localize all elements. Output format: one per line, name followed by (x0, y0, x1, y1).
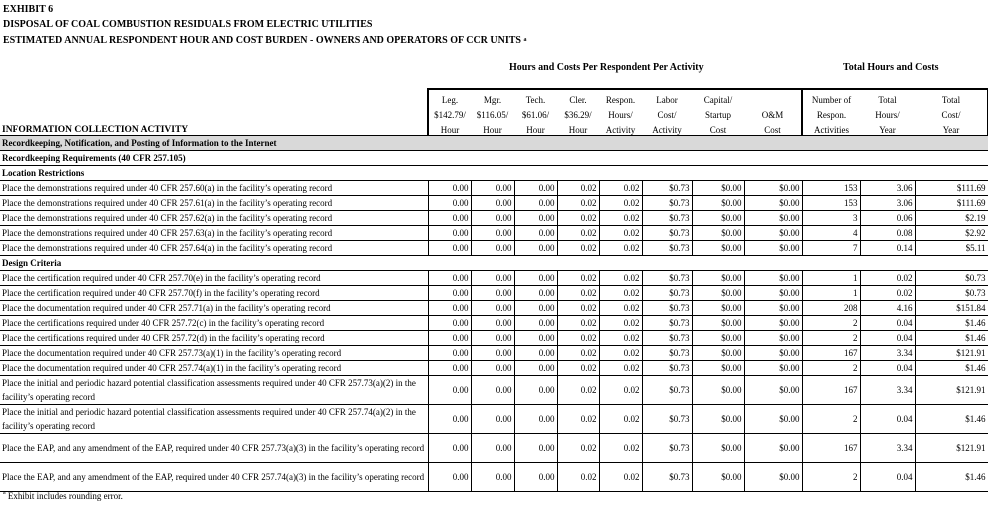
value-cell: 0.02 (860, 271, 915, 286)
value-cell: $0.00 (744, 226, 802, 241)
value-cell: 0.02 (599, 346, 642, 361)
value-cell: 153 (802, 181, 860, 196)
section-heading: Design Criteria (0, 256, 988, 271)
value-cell: 0.00 (428, 405, 471, 434)
value-cell: 3.34 (860, 376, 915, 405)
value-cell: $151.84 (915, 301, 988, 316)
value-cell: 0.02 (557, 463, 599, 492)
value-cell: $0.00 (692, 181, 744, 196)
value-cell: 0.00 (471, 301, 514, 316)
table-row (0, 286, 988, 301)
value-cell: 0.02 (557, 346, 599, 361)
value-cell: 2 (802, 405, 860, 434)
header-row (0, 89, 988, 105)
value-cell: 0.14 (860, 241, 915, 256)
activity-cell: Place the demonstrations required under 40 CFR 257.62(a) in the facility’s operating record (0, 211, 428, 226)
value-cell: $0.00 (692, 286, 744, 301)
value-cell: $0.00 (744, 241, 802, 256)
value-cell: 0.00 (514, 211, 557, 226)
value-cell: $0.00 (692, 463, 744, 492)
value-cell: $0.73 (642, 434, 692, 463)
value-cell: $0.73 (642, 226, 692, 241)
table-row (0, 211, 988, 226)
value-cell: 0.00 (428, 181, 471, 196)
column-header-cell: Activity (605, 125, 636, 135)
value-cell: 0.00 (514, 405, 557, 434)
value-cell: 167 (802, 376, 860, 405)
column-header-cell: Year (915, 120, 988, 136)
value-cell: $0.00 (744, 361, 802, 376)
section-heading-row (0, 136, 988, 151)
value-cell: 0.02 (599, 226, 642, 241)
value-cell: 0.06 (860, 211, 915, 226)
subtitle-text: ESTIMATED ANNUAL RESPONDENT HOUR AND COST BURDEN - OWNERS AND OPERATORS OF CCR UNITS (3, 35, 521, 46)
value-cell: $0.73 (642, 196, 692, 211)
value-cell: 0.02 (599, 331, 642, 346)
value-cell: $0.00 (744, 331, 802, 346)
subtitle-footnote-mark: a (523, 37, 527, 43)
value-cell: 3.06 (860, 181, 915, 196)
value-cell: 0.02 (557, 286, 599, 301)
value-cell: 0.00 (514, 434, 557, 463)
value-cell: 1 (802, 286, 860, 301)
table-row (0, 434, 988, 463)
report-title: DISPOSAL OF COAL COMBUSTION RESIDUALS FROM ELECTRIC UTILITIES (3, 19, 373, 30)
value-cell: 0.00 (428, 286, 471, 301)
column-header-cell: O&M (761, 110, 784, 120)
value-cell: 0.00 (428, 196, 471, 211)
column-header-cell: Mgr. (471, 89, 514, 105)
value-cell: $0.00 (744, 181, 802, 196)
column-header-cell: Cost (709, 125, 727, 135)
value-cell: 0.02 (599, 316, 642, 331)
value-cell: 0.00 (471, 286, 514, 301)
value-cell: 7 (802, 241, 860, 256)
value-cell: 153 (802, 196, 860, 211)
value-cell: 0.04 (860, 316, 915, 331)
value-cell: $111.69 (915, 196, 988, 211)
value-cell: 0.02 (557, 226, 599, 241)
value-cell: 0.02 (557, 405, 599, 434)
value-cell: 0.02 (599, 271, 642, 286)
value-cell: 167 (802, 346, 860, 361)
value-cell: $0.00 (744, 376, 802, 405)
value-cell: $0.73 (642, 286, 692, 301)
column-header-cell (744, 89, 802, 105)
value-cell: 0.00 (471, 463, 514, 492)
activity-cell: Place the EAP, and any amendment of the EAP, required under 40 CFR 257.74(a)(3) in the facility’s operating record (0, 463, 428, 492)
value-cell: 0.02 (860, 286, 915, 301)
group-header-per-activity: Hours and Costs Per Respondent Per Activity (509, 62, 704, 73)
value-cell: 0.00 (514, 331, 557, 346)
value-cell: $0.00 (692, 361, 744, 376)
column-header-cell: $116.05/ (476, 110, 509, 120)
activity-cell: Place the initial and periodic hazard potential classification assessments required under 40 CFR 257.73(a)(2) in the facility’s operating record (0, 376, 428, 405)
table-row (0, 331, 988, 346)
value-cell: $121.91 (915, 346, 988, 361)
value-cell: $1.46 (915, 405, 988, 434)
value-cell: $0.00 (692, 211, 744, 226)
value-cell: $0.00 (744, 271, 802, 286)
value-cell: 0.02 (557, 301, 599, 316)
value-cell: 0.00 (471, 361, 514, 376)
column-header-cell: Tech. (514, 89, 557, 105)
column-header-cell: Capital/ (692, 89, 744, 105)
value-cell: 0.00 (428, 241, 471, 256)
table-row (0, 301, 988, 316)
value-cell: 0.00 (471, 405, 514, 434)
value-cell: 0.00 (471, 226, 514, 241)
value-cell: $0.73 (642, 181, 692, 196)
header-row (0, 120, 988, 136)
value-cell: 0.00 (471, 241, 514, 256)
value-cell: $0.00 (692, 196, 744, 211)
activity-column-header: INFORMATION COLLECTION ACTIVITY (2, 125, 189, 135)
value-cell: 3.34 (860, 434, 915, 463)
value-cell: 0.00 (471, 331, 514, 346)
value-cell: 0.00 (428, 361, 471, 376)
activity-cell: Place the EAP, and any amendment of the EAP, required under 40 CFR 257.73(a)(3) in the facility’s operating record (0, 434, 428, 463)
value-cell: $0.73 (915, 286, 988, 301)
value-cell: 0.00 (428, 463, 471, 492)
value-cell: 0.00 (428, 271, 471, 286)
footnote-mark: a (3, 490, 6, 496)
activity-cell: Place the demonstrations required under 40 CFR 257.63(a) in the facility’s operating record (0, 226, 428, 241)
value-cell: 0.02 (599, 241, 642, 256)
value-cell: 0.02 (557, 434, 599, 463)
value-cell: 208 (802, 301, 860, 316)
column-header-cell: $142.79/ (428, 105, 471, 120)
value-cell: 0.02 (599, 301, 642, 316)
column-header-cell: Year (879, 125, 896, 135)
title-block (3, 3, 526, 49)
value-cell: 0.08 (860, 226, 915, 241)
value-cell: 4 (802, 226, 860, 241)
column-header-cell: Startup (705, 110, 731, 120)
value-cell: $0.73 (642, 405, 692, 434)
value-cell: $0.73 (642, 211, 692, 226)
value-cell: $1.46 (915, 463, 988, 492)
value-cell: $0.00 (744, 316, 802, 331)
value-cell: $0.00 (744, 346, 802, 361)
table-row (0, 405, 988, 434)
value-cell: $111.69 (915, 181, 988, 196)
value-cell: 0.02 (599, 376, 642, 405)
value-cell: $0.73 (642, 316, 692, 331)
table-row (0, 271, 988, 286)
column-header-cell: Cler. (557, 89, 599, 105)
header-spacer (0, 105, 428, 120)
value-cell: 0.02 (599, 361, 642, 376)
value-cell: 0.00 (514, 196, 557, 211)
value-cell: 0.00 (471, 376, 514, 405)
value-cell: $1.46 (915, 361, 988, 376)
footnote (3, 491, 123, 501)
section-heading: Recordkeeping, Notification, and Posting of Information to the Internet (0, 136, 988, 151)
value-cell: 4.16 (860, 301, 915, 316)
activity-cell: Place the demonstrations required under 40 CFR 257.64(a) in the facility’s operating record (0, 241, 428, 256)
activity-cell: Place the initial and periodic hazard potential classification assessments required under 40 CFR 257.74(a)(2) in the facility’s operating record (0, 405, 428, 434)
activity-cell: Place the documentation required under 40 CFR 257.73(a)(1) in the facility’s operating record (0, 346, 428, 361)
value-cell: 2 (802, 316, 860, 331)
value-cell: 0.02 (599, 196, 642, 211)
value-cell: 3.34 (860, 346, 915, 361)
column-header-cell: Cost/ (915, 105, 988, 120)
column-header-cell: Leg. (428, 89, 471, 105)
value-cell: 0.00 (514, 286, 557, 301)
value-cell: 2 (802, 361, 860, 376)
value-cell: $0.00 (744, 301, 802, 316)
value-cell: $1.46 (915, 316, 988, 331)
value-cell: $0.00 (692, 241, 744, 256)
value-cell: 0.00 (428, 226, 471, 241)
value-cell: 0.04 (860, 331, 915, 346)
value-cell: 0.00 (471, 196, 514, 211)
value-cell: 0.00 (514, 226, 557, 241)
section-heading: Location Restrictions (0, 166, 988, 181)
value-cell: $0.73 (642, 301, 692, 316)
value-cell: $0.73 (642, 376, 692, 405)
column-header-cell: Cost (764, 125, 781, 135)
value-cell: $0.00 (692, 316, 744, 331)
value-cell: 0.02 (557, 361, 599, 376)
table-row (0, 241, 988, 256)
value-cell: $121.91 (915, 376, 988, 405)
value-cell: 167 (802, 434, 860, 463)
header-row (0, 105, 988, 120)
section-heading-row (0, 151, 988, 166)
value-cell: 1 (802, 271, 860, 286)
section-heading-row (0, 256, 988, 271)
value-cell: 0.00 (428, 301, 471, 316)
value-cell: 0.00 (428, 316, 471, 331)
value-cell: $0.00 (692, 301, 744, 316)
value-cell: $5.11 (915, 241, 988, 256)
activity-cell: Place the certification required under 40 CFR 257.70(f) in the facility’s operating record (0, 286, 428, 301)
value-cell: 0.02 (557, 331, 599, 346)
value-cell: 0.02 (599, 463, 642, 492)
activity-cell: Place the certification required under 40 CFR 257.70(e) in the facility’s operating record (0, 271, 428, 286)
activity-cell: Place the documentation required under 40 CFR 257.74(a)(1) in the facility’s operating record (0, 361, 428, 376)
activity-cell: Place the documentation required under 40 CFR 257.71(a) in the facility’s operating record (0, 301, 428, 316)
value-cell: 0.02 (599, 211, 642, 226)
value-cell: 0.00 (514, 301, 557, 316)
column-header-cell: Hour (483, 125, 502, 135)
value-cell: $0.73 (642, 361, 692, 376)
section-heading-row (0, 166, 988, 181)
activity-cell: Place the demonstrations required under 40 CFR 257.60(a) in the facility’s operating record (0, 181, 428, 196)
value-cell: 0.00 (514, 361, 557, 376)
value-cell: $0.73 (915, 271, 988, 286)
column-header-cell: Labor (642, 89, 692, 105)
value-cell: 0.00 (471, 316, 514, 331)
value-cell: 0.00 (471, 271, 514, 286)
value-cell: 0.00 (428, 211, 471, 226)
value-cell: 0.02 (599, 434, 642, 463)
value-cell: 0.00 (471, 211, 514, 226)
value-cell: $0.73 (642, 463, 692, 492)
table-row (0, 463, 988, 492)
value-cell: 0.02 (599, 286, 642, 301)
value-cell: $0.73 (642, 241, 692, 256)
value-cell: 0.00 (514, 241, 557, 256)
value-cell: 0.00 (514, 376, 557, 405)
value-cell: 0.00 (514, 316, 557, 331)
column-header-cell: Respon. (802, 105, 860, 120)
value-cell: 3.06 (860, 196, 915, 211)
value-cell: 0.00 (471, 346, 514, 361)
burden-table (0, 88, 988, 492)
column-header-cell: Hour (568, 125, 588, 135)
value-cell: 0.02 (557, 316, 599, 331)
value-cell: 0.04 (860, 405, 915, 434)
value-cell: 2 (802, 331, 860, 346)
value-cell: $0.00 (744, 463, 802, 492)
value-cell: $0.00 (692, 376, 744, 405)
value-cell: 0.02 (557, 376, 599, 405)
value-cell: $2.92 (915, 226, 988, 241)
value-cell: 0.02 (599, 181, 642, 196)
group-header-totals: Total Hours and Costs (843, 62, 939, 73)
activity-cell: Place the certifications required under 40 CFR 257.72(d) in the facility’s operating record (0, 331, 428, 346)
table-row (0, 376, 988, 405)
report-subtitle (3, 33, 526, 49)
value-cell: 0.00 (428, 434, 471, 463)
table-row (0, 346, 988, 361)
column-header-cell: Cost/ (657, 110, 677, 120)
column-header-cell: Hour (428, 120, 471, 136)
value-cell: $0.00 (744, 211, 802, 226)
value-cell: $121.91 (915, 434, 988, 463)
column-header-cell: $61.06/ (521, 110, 550, 120)
table-row (0, 196, 988, 211)
value-cell: $0.00 (744, 434, 802, 463)
column-header-cell: Activities (802, 120, 860, 136)
value-cell: 0.00 (514, 463, 557, 492)
table-row (0, 226, 988, 241)
section-heading: Recordkeeping Requirements (40 CFR 257.105) (0, 151, 988, 166)
value-cell: $0.00 (692, 434, 744, 463)
value-cell: 0.00 (471, 434, 514, 463)
value-cell: 0.00 (428, 346, 471, 361)
value-cell: 0.00 (471, 181, 514, 196)
column-header-cell: Hours/ (608, 110, 633, 120)
column-header-cell: Activity (652, 125, 682, 135)
value-cell: $0.00 (692, 331, 744, 346)
value-cell: 0.00 (514, 346, 557, 361)
column-header-cell: Hour (526, 125, 545, 135)
value-cell: 0.00 (428, 376, 471, 405)
value-cell: 0.00 (514, 271, 557, 286)
activity-cell: Place the certifications required under 40 CFR 257.72(c) in the facility’s operating record (0, 316, 428, 331)
value-cell: $0.00 (744, 196, 802, 211)
activity-cell: Place the demonstrations required under 40 CFR 257.61(a) in the facility’s operating record (0, 196, 428, 211)
column-header-cell: Hours/ (875, 110, 900, 120)
value-cell: 0.02 (599, 405, 642, 434)
column-header-cell: Total (860, 89, 915, 105)
value-cell: $0.00 (692, 405, 744, 434)
header-spacer (0, 89, 428, 105)
value-cell: 0.02 (557, 241, 599, 256)
footnote-text: Exhibit includes rounding error. (7, 491, 123, 501)
exhibit-label: EXHIBIT 6 (3, 4, 54, 15)
value-cell: $2.19 (915, 211, 988, 226)
value-cell: 0.00 (428, 331, 471, 346)
value-cell: $1.46 (915, 331, 988, 346)
table-row (0, 361, 988, 376)
value-cell: $0.00 (692, 346, 744, 361)
table-row (0, 316, 988, 331)
column-header-cell: $36.29/ (564, 110, 592, 120)
value-cell: $0.73 (642, 271, 692, 286)
value-cell: 0.02 (557, 271, 599, 286)
value-cell: $0.73 (642, 346, 692, 361)
value-cell: 0.04 (860, 361, 915, 376)
value-cell: $0.00 (692, 226, 744, 241)
value-cell: 0.02 (557, 211, 599, 226)
value-cell: $0.00 (692, 271, 744, 286)
value-cell: $0.00 (744, 405, 802, 434)
column-header-cell: Number of (802, 89, 860, 105)
value-cell: $0.00 (744, 286, 802, 301)
value-cell: 0.02 (557, 181, 599, 196)
value-cell: 0.00 (514, 181, 557, 196)
table-row (0, 181, 988, 196)
value-cell: $0.73 (642, 331, 692, 346)
value-cell: 0.02 (557, 196, 599, 211)
value-cell: 2 (802, 463, 860, 492)
value-cell: 3 (802, 211, 860, 226)
column-header-cell: Total (915, 89, 988, 105)
table-body (0, 89, 988, 492)
value-cell: 0.04 (860, 463, 915, 492)
column-header-cell: Respon. (599, 89, 642, 105)
